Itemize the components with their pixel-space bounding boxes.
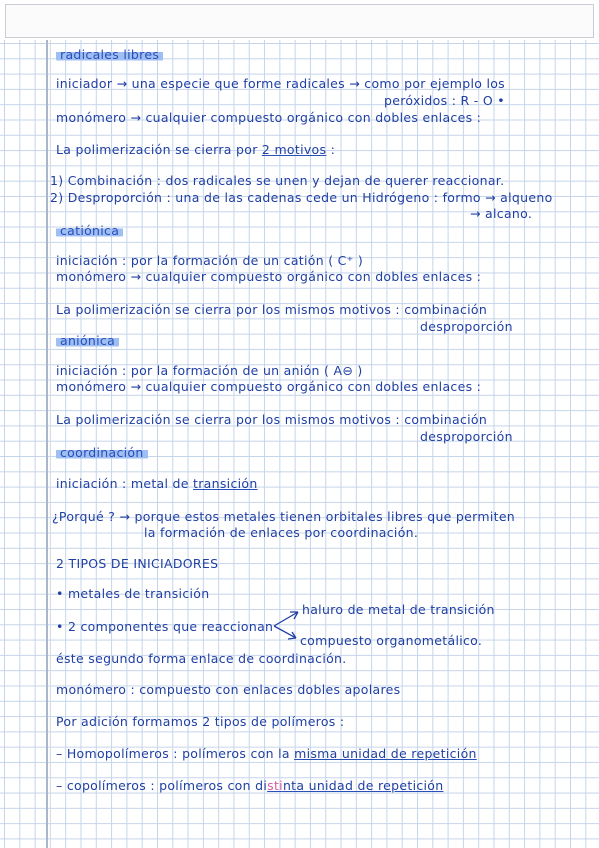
- line-cierre-radicales: La polimerización se cierra por 2 motivos :: [56, 142, 336, 157]
- line-desproporcion-cationica: desproporción: [420, 319, 513, 334]
- heading-radicales-libres: radicales libres: [56, 47, 163, 62]
- heading-cationica: catiónica: [56, 223, 123, 238]
- line-alcano: → alcano.: [470, 206, 533, 221]
- header-box: [5, 4, 594, 38]
- line-2-tipos-iniciadores: 2 TIPOS DE INICIADORES: [56, 556, 219, 571]
- line-cierre-anionica: La polimerización se cierra por los mismos motivos : combinación: [56, 412, 488, 427]
- line-monomero-3: monómero → cualquier compuesto orgánico con dobles enlaces :: [56, 379, 482, 394]
- line-iniciador: iniciador → una especie que forme radicales → como por ejemplo los: [56, 76, 505, 91]
- line-formacion-enlaces: la formación de enlaces por coordinación.: [144, 525, 419, 540]
- branch-arrow-icon: [272, 608, 302, 644]
- line-iniciacion-cation: iniciación : por la formación de un catión ( C⁺ ): [56, 253, 364, 268]
- line-cierre-cationica: La polimerización se cierra por los mismos motivos : combinación: [56, 302, 488, 317]
- line-2-componentes: • 2 componentes que reaccionan: [56, 619, 274, 634]
- line-porque: ¿Porqué ? → porque estos metales tienen orbitales libres que permiten: [52, 509, 516, 524]
- line-haluro: haluro de metal de transición: [302, 602, 495, 617]
- line-peroxidos: peróxidos : R - O •: [384, 93, 505, 108]
- heading-anionica: aniónica: [56, 333, 119, 348]
- line-monomero-apolares: monómero : compuesto con enlaces dobles apolares: [56, 682, 401, 697]
- heading-coordinacion: coordinación: [56, 445, 148, 460]
- margin-line-secondary: [50, 40, 51, 848]
- line-segundo-forma: éste segundo forma enlace de coordinación.: [56, 651, 347, 666]
- line-homopolimeros: – Homopolímeros : polímeros con la misma unidad de repetición: [56, 746, 477, 761]
- line-monomero-2: monómero → cualquier compuesto orgánico con dobles enlaces :: [56, 269, 482, 284]
- line-monomero-1: monómero → cualquier compuesto orgánico con dobles enlaces :: [56, 110, 482, 125]
- line-desproporcion-anionica: desproporción: [420, 429, 513, 444]
- line-copolimeros: – copolímeros : polímeros con distinta unidad de repetición: [56, 778, 444, 793]
- line-desproporcion: 2) Desproporción : una de las cadenas cede un Hidrógeno : formo → alqueno: [50, 190, 553, 205]
- margin-line: [46, 40, 48, 848]
- line-metales-transicion: • metales de transición: [56, 586, 210, 601]
- line-por-adicion: Por adición formamos 2 tipos de polímeros :: [56, 714, 345, 729]
- line-iniciacion-anion: iniciación : por la formación de un anión ( A⊖ ): [56, 363, 363, 378]
- line-organometalico: compuesto organometálico.: [300, 633, 483, 648]
- line-iniciacion-metal: iniciación : metal de transición: [56, 476, 258, 491]
- line-combinacion: 1) Combinación : dos radicales se unen y dejan de querer reaccionar.: [50, 173, 505, 188]
